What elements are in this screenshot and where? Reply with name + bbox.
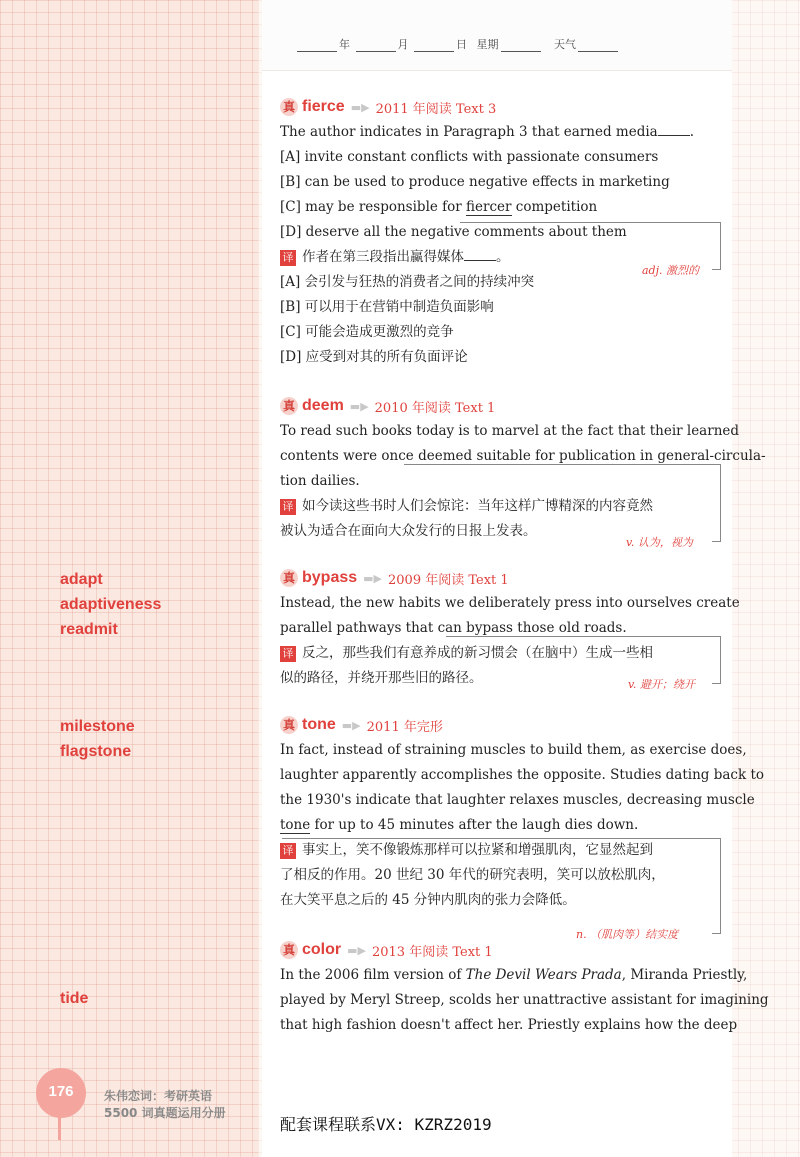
translation-line: [A] 会引发与狂热的消费者之间的持续冲突 bbox=[280, 274, 535, 290]
example-line: To read such books today is to marvel at the fact that their learned bbox=[280, 423, 740, 439]
gloss-note: n. （肌肉等）结实度 bbox=[576, 928, 679, 941]
translation-line: 似的路径，并绕开那些旧的路径。 bbox=[280, 670, 483, 686]
exam-source: 2013 年阅读 Text 1 bbox=[371, 944, 493, 960]
exam-source: 2009 年阅读 Text 1 bbox=[388, 572, 509, 588]
headword: deem bbox=[302, 397, 344, 414]
margin-word: adaptiveness bbox=[60, 596, 162, 613]
arrow-icon: ▬▶ bbox=[347, 943, 366, 957]
entry-tone bbox=[280, 714, 764, 913]
gloss-note: adj. 激烈的 bbox=[642, 264, 700, 277]
entry-header bbox=[280, 395, 720, 417]
translation-line: 在大笑平息之后的 45 分钟内肌肉的张力会降低。 bbox=[280, 892, 576, 908]
book-title: 朱伟恋词：考研英语 5500 词真题运用分册 bbox=[104, 1089, 226, 1120]
exam-source: 2011 年阅读 Text 3 bbox=[375, 101, 497, 117]
translation-badge: 译 bbox=[280, 646, 296, 662]
entry-header bbox=[280, 96, 720, 118]
translation-badge: 译 bbox=[280, 843, 296, 859]
arrow-icon: ▬▶ bbox=[349, 399, 369, 413]
translation-line: 译 如今读这些书时人们会惊诧：当年这样广博精深的内容竟然 bbox=[280, 494, 720, 519]
underlined-word: tone bbox=[280, 817, 311, 833]
example-line: Instead, the new habits we deliberately press into ourselves create bbox=[280, 595, 740, 611]
translation-line: [C] 可能会造成更激烈的竞争 bbox=[280, 324, 454, 340]
margin-word-group-2 bbox=[60, 714, 135, 764]
translation-line: 了相反的作用。20 世纪 30 年代的研究表明，笑可以放松肌肉， bbox=[280, 867, 665, 883]
translation-line: 译 事实上，笑不像锻炼那样可以拉紧和增强肌肉，它显然起到 bbox=[280, 838, 720, 863]
page-number: 176 bbox=[36, 1068, 86, 1118]
real-exam-badge: 真 bbox=[280, 716, 298, 734]
gloss-note: v. 避开；绕开 bbox=[628, 678, 695, 691]
real-exam-badge: 真 bbox=[280, 941, 298, 959]
underlined-word: bypass bbox=[466, 620, 513, 636]
underlined-word: deemed bbox=[418, 448, 473, 464]
date-line: 年 月 日 星期 天气 bbox=[295, 36, 620, 52]
translation-line: [D] 应受到对其的所有负面评论 bbox=[280, 349, 468, 365]
translation-line: 译 反之，那些我们有意养成的新习惯会（在脑中）生成一些相 bbox=[280, 641, 720, 666]
example-line: [A] invite constant conflicts with passionate consumers bbox=[280, 149, 659, 165]
real-exam-badge: 真 bbox=[280, 569, 298, 587]
example-line: laughter apparently accomplishes the opposite. Studies dating back to bbox=[280, 767, 764, 783]
example-line: tone for up to 45 minutes after the laugh dies down. bbox=[280, 817, 639, 833]
example-line: [D] deserve all the negative comments about them bbox=[280, 224, 627, 240]
headword: bypass bbox=[302, 569, 358, 586]
arrow-icon: ▬▶ bbox=[363, 571, 382, 585]
example-line: played by Meryl Streep, scolds her unattractive assistant for imagining bbox=[280, 992, 769, 1008]
example-line: tion dailies. bbox=[280, 473, 360, 489]
example-line: the 1930's indicate that laughter relaxes muscles, decreasing muscle bbox=[280, 792, 755, 808]
margin-word-group-3 bbox=[60, 986, 88, 1011]
example-line: [C] may be responsible for fiercer competition bbox=[280, 199, 598, 215]
entry-header bbox=[280, 714, 720, 736]
margin-word: adapt bbox=[60, 571, 103, 588]
example-line: parallel pathways that can bypass those old roads. bbox=[280, 620, 627, 636]
entry-deem bbox=[280, 395, 766, 544]
example-line: contents were once deemed suitable for publication in general-circula- bbox=[280, 448, 766, 464]
contact-watermark: 配套课程联系VX: KZRZ2019 bbox=[280, 1115, 492, 1134]
example-line: The author indicates in Paragraph 3 that earned media . bbox=[280, 120, 720, 145]
translation-line: 译 作者在第三段指出赢得媒体 。 bbox=[280, 245, 720, 270]
entry-header bbox=[280, 939, 720, 961]
entry-color bbox=[280, 939, 769, 1038]
example-line: In fact, instead of straining muscles to build them, as exercise does, bbox=[280, 742, 747, 758]
headword: fierce bbox=[302, 98, 345, 115]
translation-line: [B] 可以用于在营销中制造负面影响 bbox=[280, 299, 494, 315]
margin-word: tide bbox=[60, 990, 89, 1007]
gloss-note: v. 认为，视为 bbox=[626, 536, 693, 549]
underlined-word: fiercer bbox=[466, 199, 512, 215]
translation-badge: 译 bbox=[280, 250, 296, 266]
real-exam-badge: 真 bbox=[280, 98, 298, 116]
margin-word-group-1 bbox=[60, 567, 161, 642]
exam-source: 2011 年完形 bbox=[366, 719, 443, 735]
exam-source: 2010 年阅读 Text 1 bbox=[374, 400, 496, 416]
entry-fierce bbox=[280, 96, 720, 370]
entry-header bbox=[280, 567, 720, 589]
margin-word: milestone bbox=[60, 718, 135, 735]
example-line: that high fashion doesn't affect her. Priestly explains how the deep bbox=[280, 1017, 738, 1033]
translation-badge: 译 bbox=[280, 499, 296, 515]
margin-word: flagstone bbox=[60, 743, 132, 760]
translation-line: 被认为适合在面向大众发行的日报上发表。 bbox=[280, 523, 537, 539]
entry-bypass bbox=[280, 567, 740, 691]
example-line: In the 2006 film version of The Devil Wears Prada, Miranda Priestly, bbox=[280, 967, 748, 983]
real-exam-badge: 真 bbox=[280, 397, 298, 415]
arrow-icon: ▬▶ bbox=[350, 100, 370, 114]
example-line: [B] can be used to produce negative effects in marketing bbox=[280, 174, 670, 190]
headword: color bbox=[302, 941, 342, 958]
arrow-icon: ▬▶ bbox=[341, 718, 361, 732]
headword: tone bbox=[302, 716, 336, 733]
margin-word: readmit bbox=[60, 621, 118, 638]
